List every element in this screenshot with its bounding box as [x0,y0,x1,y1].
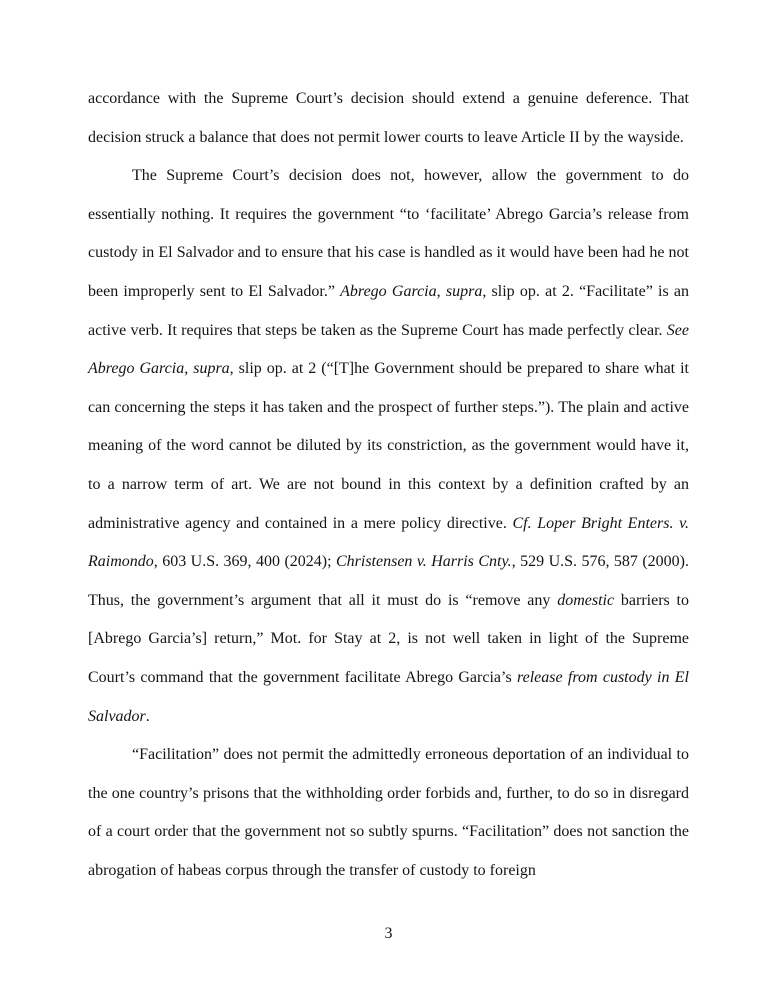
paragraph-facilitation [88,736,689,890]
text-run: . [145,707,150,725]
page-number: 3 [384,925,393,942]
italic-run: supra [445,282,483,300]
text-run: , slip op. at 2. “Facilitate” is an active verb. It requires that steps be taken as the Supreme Court has made perfectly clear. [88,282,690,339]
text-run: accordance with the Supreme Court’s decision should extend a genuine deference. That decision struck a balance that does not permit lower courts to leave Article II by the wayside. [88,90,689,146]
text-run: , slip op. at 2 (“[T]he Government should be prepared to share what it can concerning the steps it has taken and the prospect of further steps.”). The plain and active meaning of the word cannot be diluted by its constriction, as the government would have it, to a narrow term of art. We are not bound in this context by a definition crafted by an administrative agency and contained in a mere policy directive. [88,360,689,532]
italic-run: Abrego Garcia [340,282,437,300]
text-run: barriers to [Abrego Garcia’s] return,” Mot. for Stay at 2, is not well taken in light of the Supreme Court’s command that the government facilitate Abrego Garcia’s [88,591,689,686]
text-run: , [184,360,194,378]
text-run: , 529 U.S. 576, 587 (2000). Thus, the government’s argument that all it must do is “remove any [88,553,690,609]
italic-run: supra [193,360,230,378]
italic-run: release from custody in El Salvador [88,668,690,725]
text-run: , [436,282,446,300]
paragraph-facilitate [88,157,689,736]
body-text [88,80,689,890]
paragraph-continuation [88,80,689,157]
text-run: “Facilitation” does not permit the admittedly erroneous deportation of an individual to the one country’s prisons that the withholding order forbids and, further, to do so in disregard of a court order that the government not so subtly spurns. “Facilitation” does not sanction the abrogation of habeas corpus through the transfer of custody to foreign [88,746,689,879]
italic-run: See Abrego Garcia [88,321,689,378]
text-run: The Supreme Court’s decision does not, however, allow the government to do essentially nothing. It requires the government “to ‘facilitate’ Abrego Garcia’s release from custody in El Salvador and to ensure that his case is handled as it would have been had he not been improperly sent to El Salvador.” [88,167,689,300]
text-run: , 603 U.S. 369, 400 (2024); [153,553,336,571]
italic-run: domestic [557,591,615,609]
italic-run: Christensen v. Harris Cnty. [335,553,512,571]
italic-run: Cf. Loper Bright Enters. v. Raimondo [88,514,690,571]
